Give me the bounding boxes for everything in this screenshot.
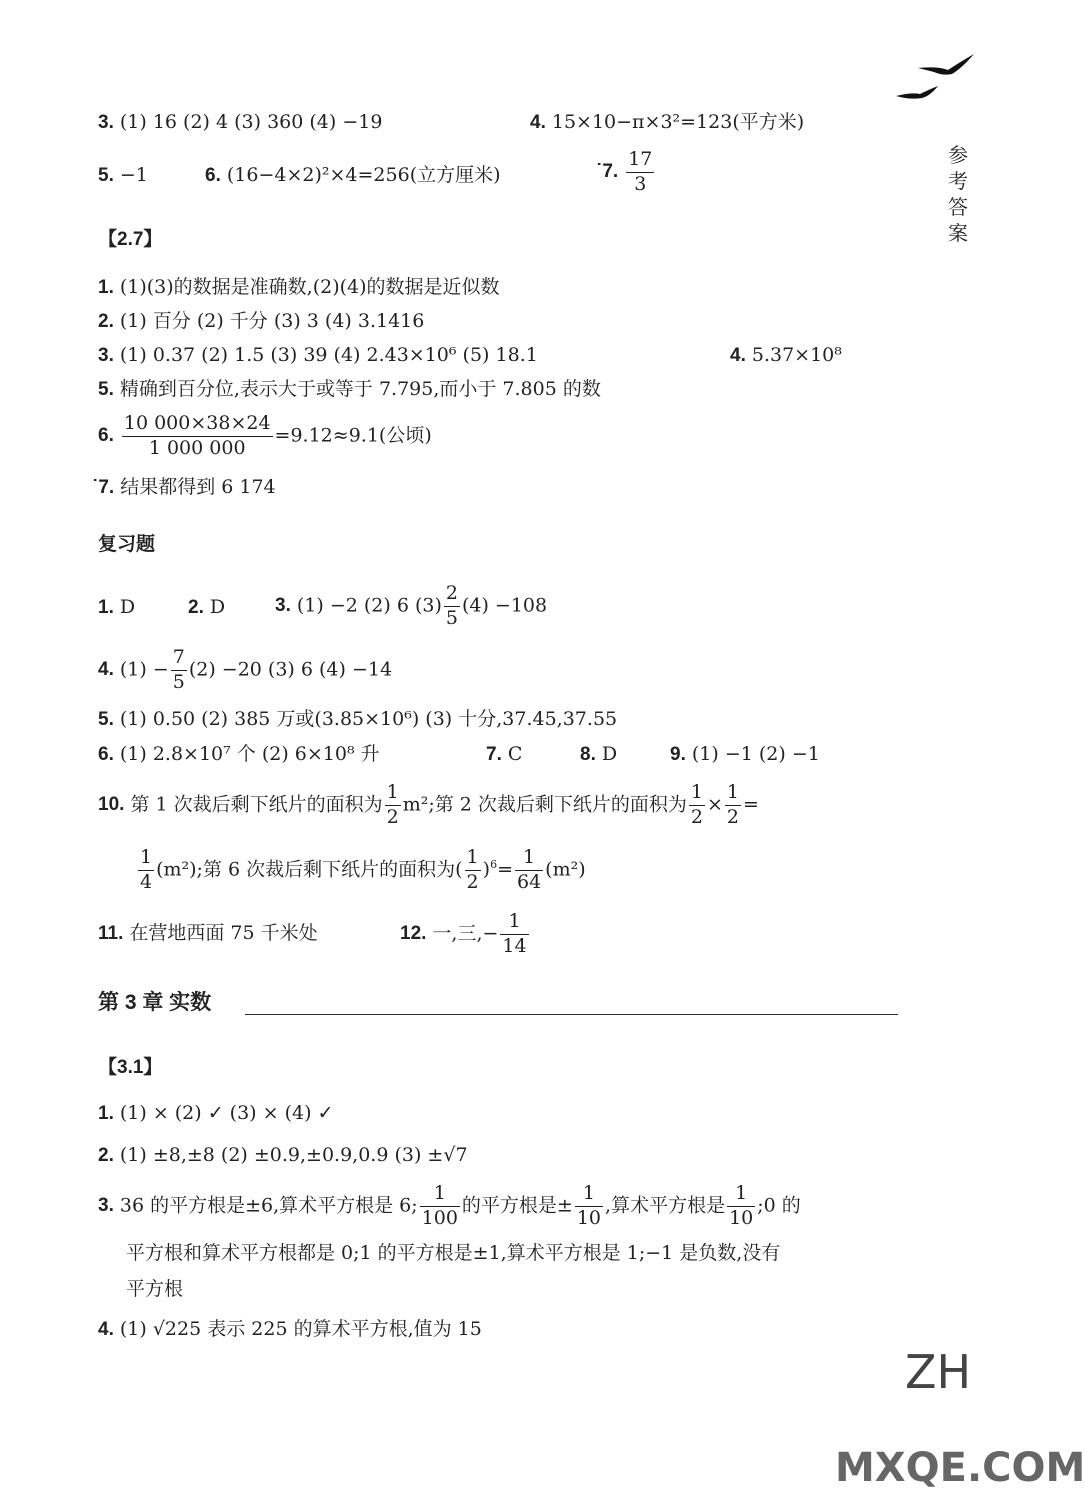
zh-mark: ZH xyxy=(905,1345,972,1399)
answer-line: ˙7. $\frac{17}{3}$ xyxy=(596,148,653,195)
section-heading: 复习题 xyxy=(98,534,156,555)
answer-line: 4. 15×10−π×3²=123(平方米) xyxy=(530,111,805,133)
answer-line: 5. −1 xyxy=(98,164,148,186)
chapter-rule xyxy=(245,1014,898,1015)
section-heading: 【3.1】 xyxy=(98,1057,163,1078)
answer-line: 6. (16−4×2)²×4=256(立方厘米) xyxy=(205,164,501,186)
side-label: 参考答案 xyxy=(948,143,968,245)
section-heading: 【2.7】 xyxy=(98,229,163,250)
watermark: MXQE.COM xyxy=(835,1445,1085,1491)
answer-line: 3. (1) 16 (2) 4 (3) 360 (4) −19 xyxy=(98,111,383,133)
chapter-title: 第 3 章 实数 xyxy=(98,991,212,1014)
birds-logo-icon xyxy=(888,48,978,108)
